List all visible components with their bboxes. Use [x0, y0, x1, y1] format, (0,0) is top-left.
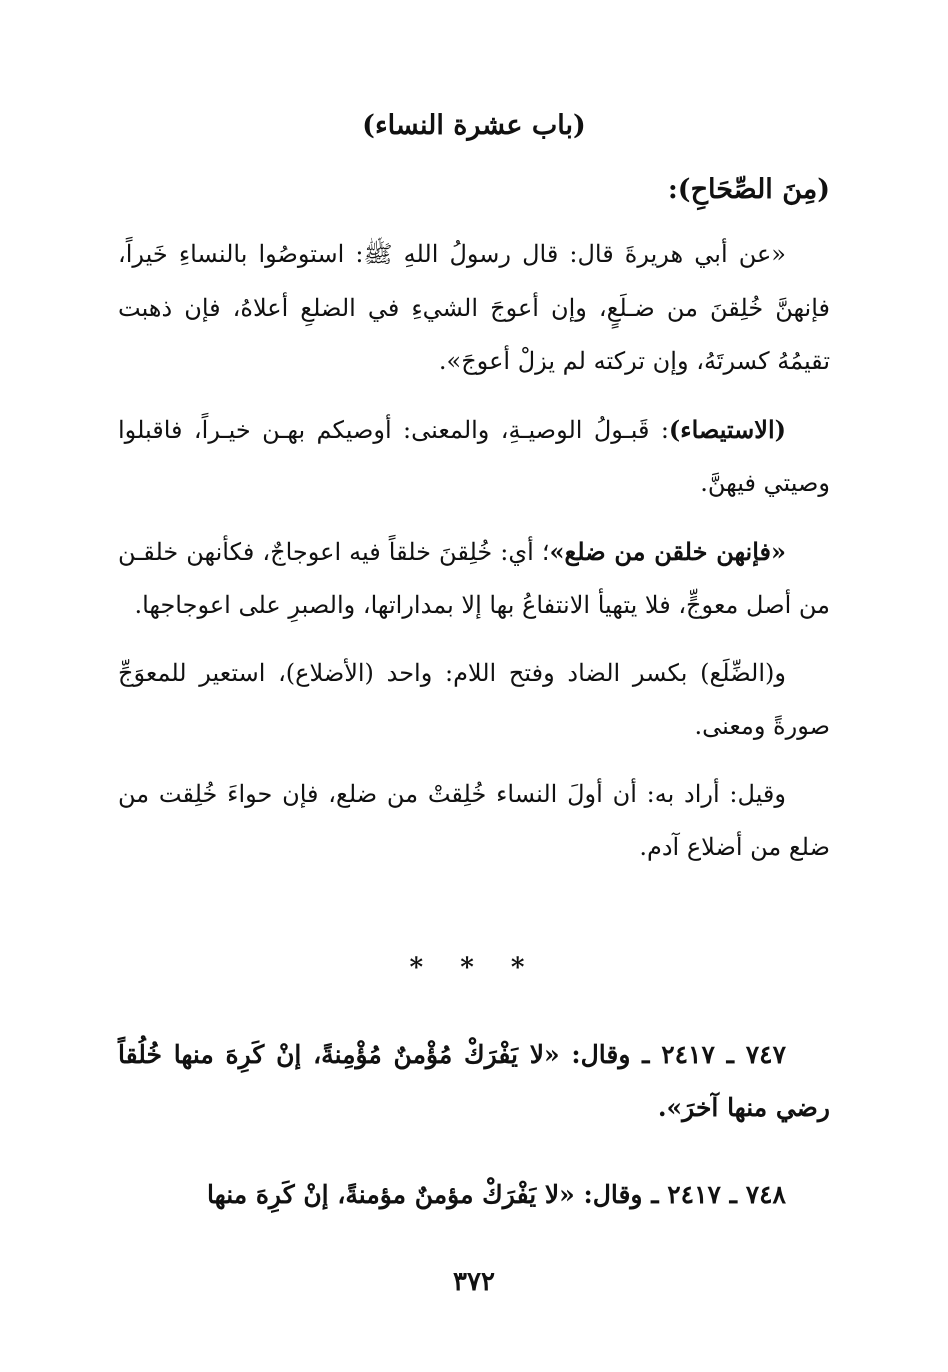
paragraph-text: ؛ أي: خُلِقنَ خلقاً فيه اعوجاجٌ، فكأنهن خلقـن من أصل معوجٍّ، فلا يتهيأ الانتفاعُ بها إلا بمداراتها، والصبرِ على اعوجاجها. — [118, 537, 830, 619]
explanation-paragraph — [118, 525, 830, 633]
paragraph-text: : قَبـولُ الوصيـةِ، والمعنى: أوصيكم بهـن خيـراً، فاقبلوا وصيتي فيهنَّ. — [118, 415, 830, 497]
section-label: (مِنَ الصِّحَاحِ): — [667, 174, 830, 205]
chapter-title: (باب عشرة النساء) — [362, 110, 586, 141]
hadith-747: ٧٤٧ ـ ٢٤١٧ ـ وقال: «لا يَفْرَكْ مُؤْمنٌ مُؤْمِنةً، إنْ كَرِهَ منها خُلُقاً رضي منها آخرَ». — [118, 1040, 830, 1122]
paragraph-lead: «فإنهن خلقن من ضلع» — [549, 536, 787, 566]
commentary-body — [118, 228, 830, 889]
paragraph-text: وقيل: أراد به: أن أولَ النساء خُلِقتْ من ضلع، فإن حواءَ خُلِقت من ضلع من أضلاع آدم. — [118, 779, 830, 861]
alternate-opinion-paragraph — [118, 768, 830, 875]
definition-paragraph — [118, 403, 830, 511]
paragraph-lead: (الاستيصاء) — [668, 414, 786, 444]
hadith-paragraph — [118, 228, 830, 389]
numbered-hadiths — [118, 1028, 830, 1255]
hadith-748: ٧٤٨ ـ ٢٤١٧ ـ وقال: «لا يَفْرَكْ مؤمنٌ مؤمنةً، إنْ كَرِهَ منها — [207, 1180, 786, 1209]
section-separator: * * * — [409, 953, 539, 983]
paragraph-text: و(الضِّلَع) بكسر الضاد وفتح اللام: واحد (الأضلاع)، استعير للمعوَجِّ صورةً ومعنى. — [118, 658, 830, 740]
paragraph-text: «عن أبي هريرةَ قال: قال رسولُ اللهِ ﷺ: استوصُوا بالنساءِ خَيراً، فإنهنَّ خُلِقنَ من ضـلَعٍ، وإن أعوجَ الشيءِ في الضلعِ أعلاهُ، فإن ذهبت تقيمُهُ كسرتَهُ، وإن تركته لم يزلْ أعوجَ». — [118, 240, 830, 375]
linguistic-note-paragraph — [118, 647, 830, 754]
page-number: ٣٧٢ — [453, 1267, 495, 1297]
